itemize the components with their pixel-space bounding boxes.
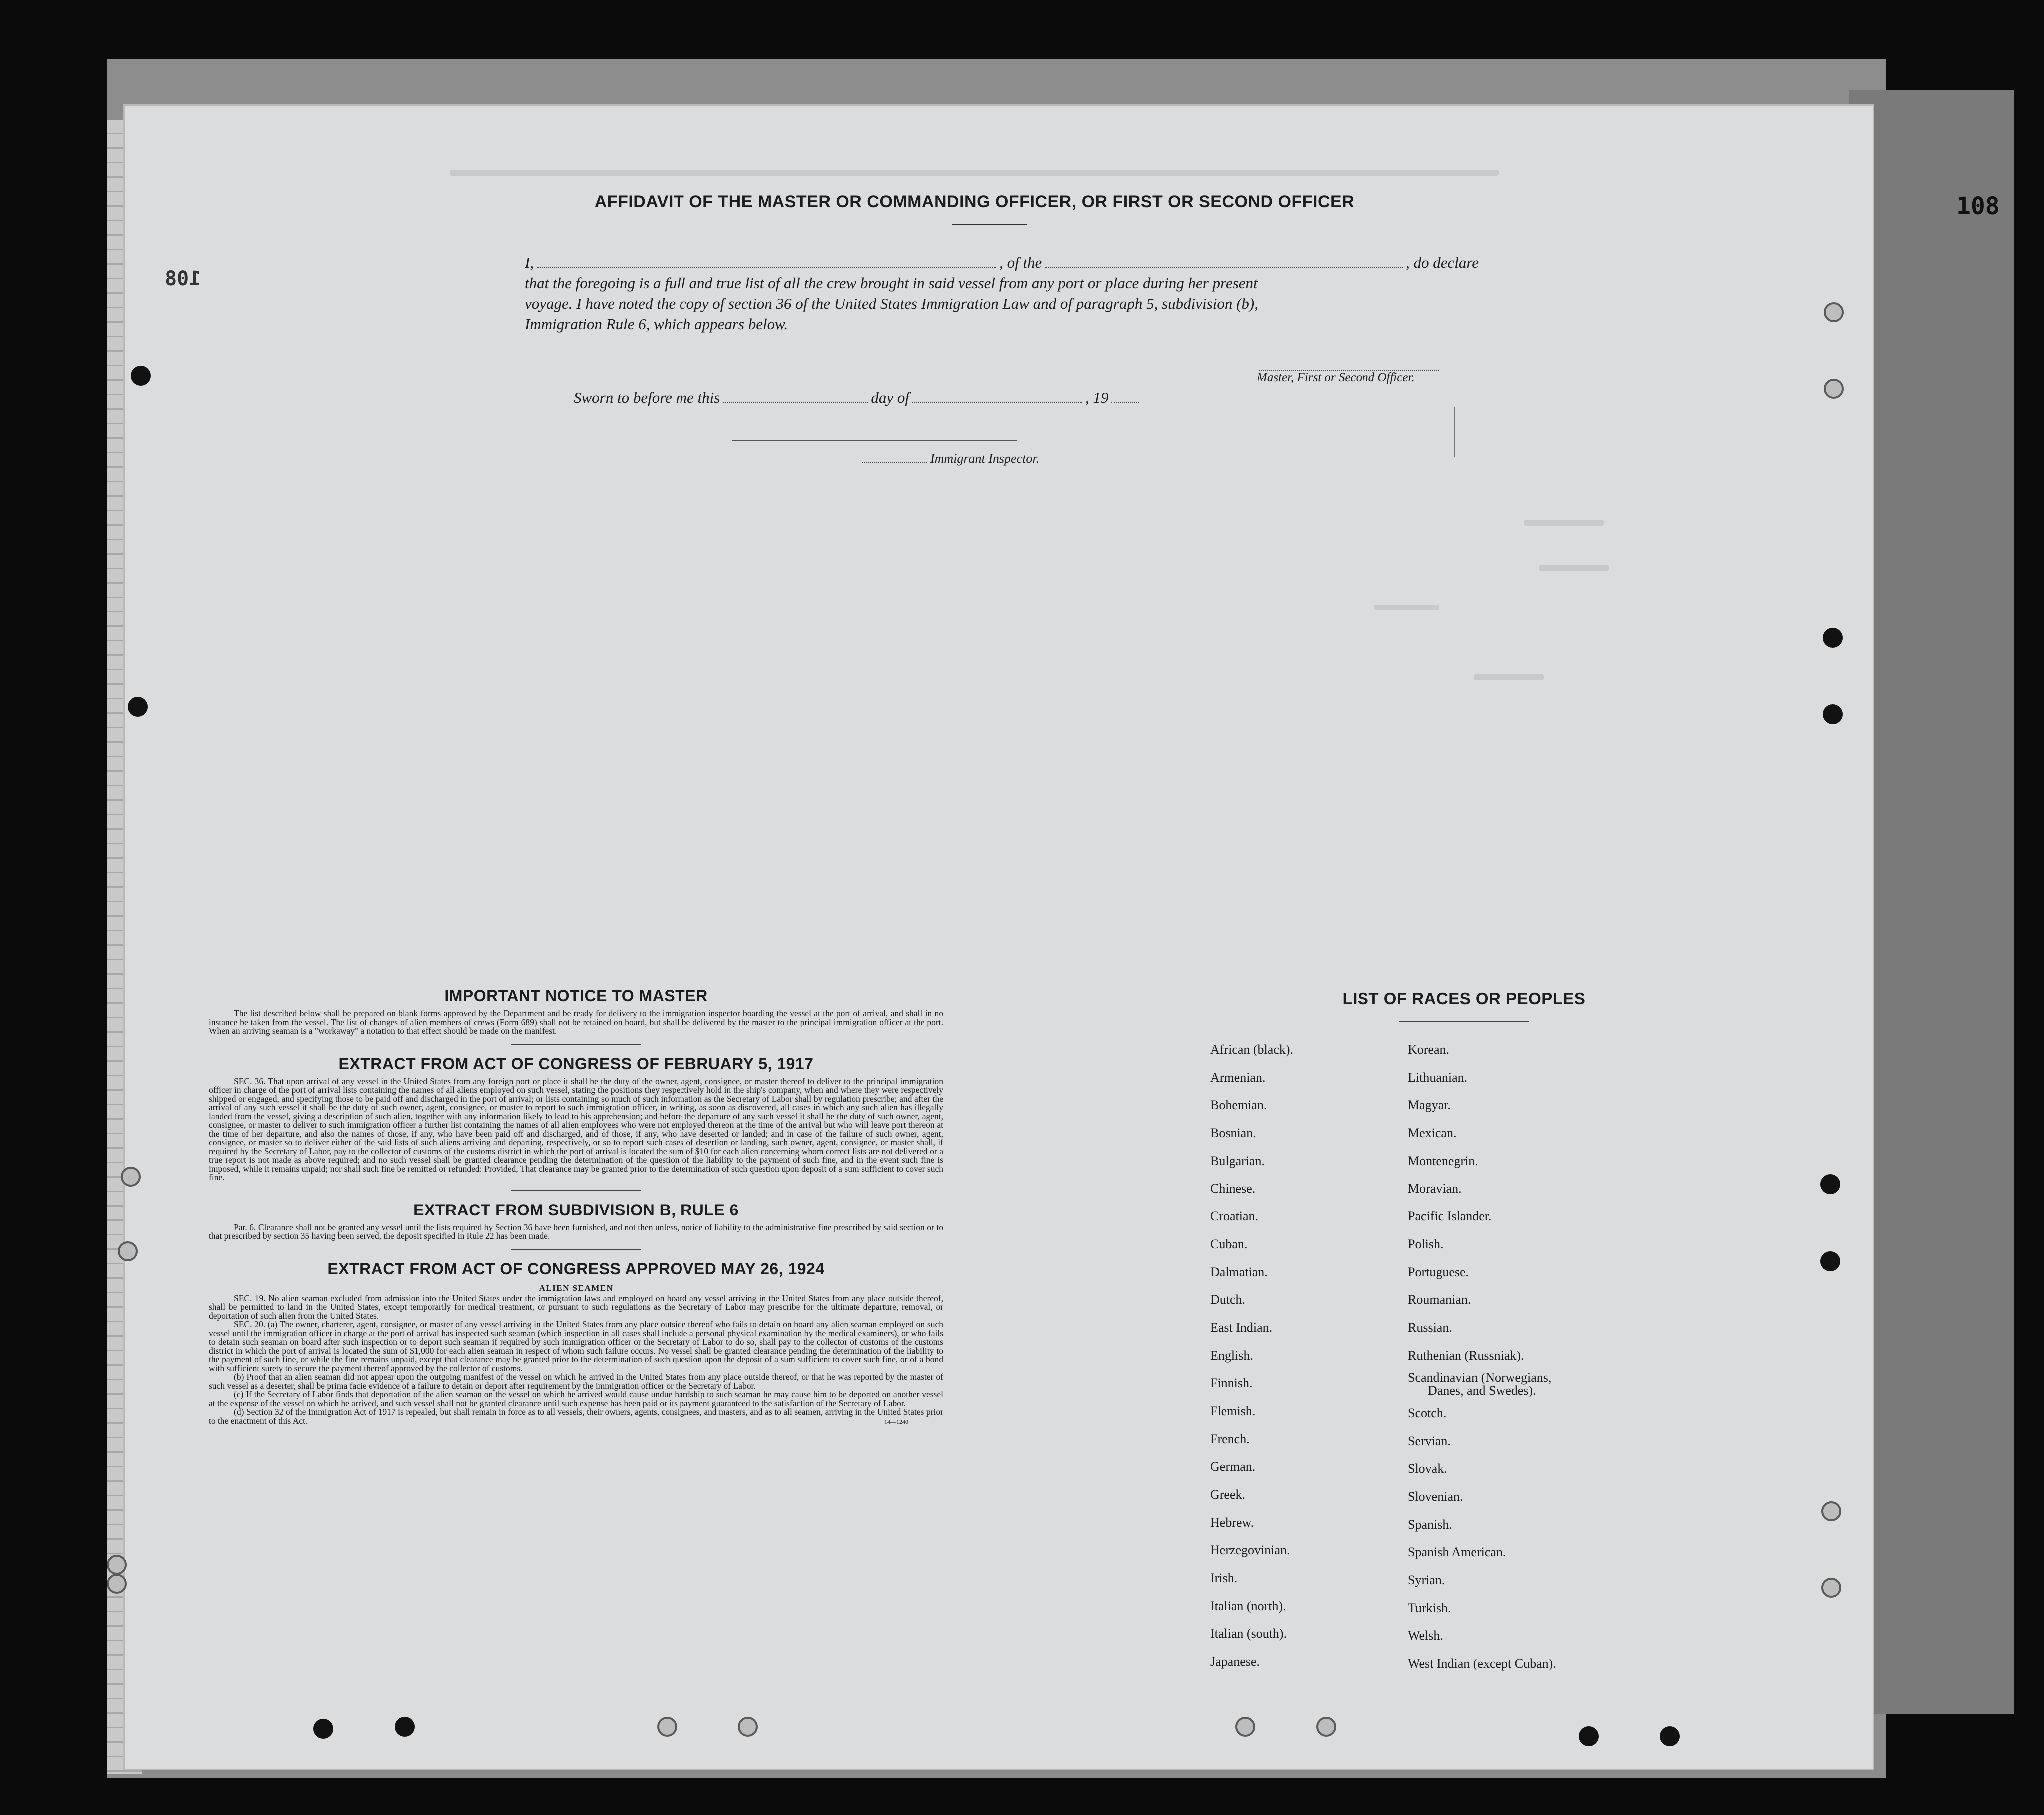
race-item: Hebrew. xyxy=(1210,1515,1254,1530)
punch-hole xyxy=(1579,1726,1599,1746)
declaration-line-2: that the foregoing is a full and true list of all the crew brought in said vessel from any port or place during her present xyxy=(525,274,1258,292)
punch-hole xyxy=(657,1717,677,1737)
document-page xyxy=(125,106,1873,1769)
race-item: Pacific Islander. xyxy=(1408,1209,1492,1224)
pencil-mark xyxy=(1454,407,1455,457)
punch-hole xyxy=(1316,1717,1336,1737)
race-item: Flemish. xyxy=(1210,1403,1256,1418)
races-right-column xyxy=(1408,1036,1556,1678)
race-item-scandinavian-line1: Scandinavian (Norwegians, xyxy=(1408,1370,1552,1385)
race-item: Scotch. xyxy=(1408,1405,1447,1420)
race-item: Dalmatian. xyxy=(1210,1264,1268,1279)
vessel-name-field[interactable] xyxy=(1045,266,1403,268)
punch-hole xyxy=(1824,379,1844,399)
race-item: Turkish. xyxy=(1408,1600,1451,1615)
race-item: Slovenian. xyxy=(1408,1489,1463,1504)
extract-1924-sec19: SEC. 19. No alien seaman excluded from admission into the United States under the immigration laws and employed on board any vessel arriving in the United States from any place outside thereof, shall be permitted to land in the United States, except temporarily for medical treatment, or pursuant to such regulations as the Secretary of Labor may prescribe for the ultimate departure, removal, or deportation of such alien from the United States. xyxy=(209,1293,943,1321)
bleed-through-mark xyxy=(1524,520,1604,526)
punch-hole xyxy=(1660,1726,1680,1746)
notice-title: IMPORTANT NOTICE TO MASTER xyxy=(444,987,708,1005)
race-item: Polish. xyxy=(1408,1236,1444,1251)
race-item: Syrian. xyxy=(1408,1573,1445,1588)
extract-1917-text: SEC. 36. That upon arrival of any vessel in the United States from any foreign port or place it shall be the duty of the owner, agent, consignee, or master thereof to deliver to the principal immigration officer in charge of the port of arrival lists containing the names of all aliens employed on such vessel, stating the positions they respectively hold in the ship's company, when and where they were respectively shipped or engaged, and specifying those to be paid off and discharged in the port of arrival; or lists containing so much of such information as the Secretary of Labor shall by regulation prescribe; and after the arrival of any such vessel it shall be the duty of such owner, agent, consignee, or master to report to such immigration officer, in writing, as soon as discovered, all cases in which any such alien has illegally landed from the vessel, giving a description of such alien, together with any information likely to lead to his apprehension; and before the departure of any such vessel it shall be the duty of such owner, agent, consignee, or master to deliver to such immigration officer a further list containing the names of all alien employees who were not employed thereon at the time of the arrival but who will leave port thereon at the time of her departure, and also the names of those, if any, who have been paid off and discharged, and of those, if any, who have deserted or landed; and in case of the failure of such owner, agent, consignee, or master so to deliver either of the said lists of such aliens arriving and departing, respectively, or so to report such cases of desertion or landing, such owner, agent, consignee, or master shall, if required by the Secretary of Labor, pay to the collector of customs of the customs district in which the port of arrival is located the sum of $10 for each alien concerning whom correct lists are not delivered or a true report is not made as above required; and no such vessel shall be granted clearance pending the determination of the question of the liability to the payment of such fine, and in the event such fine is imposed, while it remains unpaid; nor shall such fine be remitted or refunded: Provided, That clearance may be granted prior to the determination of such question upon deposit of a sum sufficient to cover such fine. xyxy=(209,1076,943,1182)
sworn-statement xyxy=(574,389,1142,407)
punch-hole xyxy=(121,1167,141,1187)
race-item: Spanish American. xyxy=(1408,1545,1506,1560)
race-item: Greek. xyxy=(1210,1487,1246,1502)
sworn-day-of: day of xyxy=(871,389,909,406)
race-item: Chinese. xyxy=(1210,1181,1256,1196)
extract-rule6-title: EXTRACT FROM SUBDIVISION B, RULE 6 xyxy=(413,1201,739,1219)
section-divider xyxy=(511,1249,641,1250)
bleed-through-mark xyxy=(1374,605,1439,610)
punch-hole xyxy=(1235,1717,1255,1737)
declaration-do-declare: , do declare xyxy=(1405,254,1479,271)
race-item: Croatian. xyxy=(1210,1209,1259,1224)
punch-hole xyxy=(1823,628,1843,648)
punch-hole xyxy=(107,1555,127,1575)
section-divider xyxy=(511,1190,641,1191)
race-item: Bosnian. xyxy=(1210,1126,1256,1141)
master-signature-label: Master, First or Second Officer. xyxy=(1257,371,1415,384)
punch-hole xyxy=(1824,302,1844,322)
race-item: Roumanian. xyxy=(1408,1292,1471,1307)
punch-hole xyxy=(1820,1174,1840,1194)
inspector-dots xyxy=(862,461,927,463)
affidavit-declaration xyxy=(525,252,1479,334)
race-item: Korean. xyxy=(1408,1042,1450,1057)
punch-hole xyxy=(1820,1251,1840,1271)
extract-rule6-text: Par. 6. Clearance shall not be granted any vessel until the lists required by Section 36 have been furnished, and not then unless, notice of liability to the administrative fine prescribed by said section or to that prescribed by section 35 having been served, the deposit specified in Rule 22 has been made. xyxy=(209,1222,943,1241)
officer-name-field[interactable] xyxy=(537,266,996,268)
extract-1924-sec20d: (d) Section 32 of the Immigration Act of 1917 is repealed, but shall remain in force as to all vessels, their owners, agents, consignees, and masters, and as to all seamen, arriving in the United States prior to the enactment of this Act. xyxy=(209,1407,943,1426)
races-left-column xyxy=(1210,1036,1293,1676)
notice-column xyxy=(209,987,943,1426)
race-item: Italian (north). xyxy=(1210,1598,1286,1613)
page-number: 108 xyxy=(1956,192,2000,220)
punch-hole xyxy=(313,1719,333,1739)
race-item: Finnish. xyxy=(1210,1376,1253,1391)
punch-hole xyxy=(118,1241,138,1261)
punch-hole xyxy=(1821,1501,1841,1521)
punch-hole xyxy=(1823,704,1843,724)
race-item: East Indian. xyxy=(1210,1320,1273,1335)
race-item: Welsh. xyxy=(1408,1628,1443,1643)
inspector-signature-field[interactable] xyxy=(732,440,1017,441)
extract-1924-sec20b: (b) Proof that an alien seaman did not appear upon the outgoing manifest of the vessel on which he arrived in the United States from any place outside thereof, or that he was reported by the master of such vessel as a deserter, shall be prima facie evidence of a failure to detain or deport after requirement by the immigration officer or the Secretary of Labor. xyxy=(209,1372,943,1391)
race-item-scandinavian xyxy=(1408,1369,1556,1399)
declaration-of-the: , of the xyxy=(999,254,1042,271)
inspector-signature-label xyxy=(859,451,1039,466)
race-item: West Indian (except Cuban). xyxy=(1408,1656,1556,1671)
race-item: Bulgarian. xyxy=(1210,1153,1265,1168)
race-item: Irish. xyxy=(1210,1571,1238,1586)
sworn-label: Sworn to before me this xyxy=(574,389,720,406)
races-title: LIST OF RACES OR PEOPLES xyxy=(1342,989,1586,1008)
race-item: Herzegovinian. xyxy=(1210,1543,1290,1558)
race-item: Japanese. xyxy=(1210,1654,1260,1669)
extract-1924-sec20a: SEC. 20. (a) The owner, charterer, agent, consignee, or master of any vessel arriving in the United States from any place outside thereof who fails to detain on board any alien seaman employed on such vessel until the immigration officer in charge at the port of arrival has inspected such seaman (which inspection in all cases shall include a personal physical examination by the medical examiners), or who fails to detain such seaman on board after such inspection or to deport such seaman if required by such immigration officer or the Secretary of Labor to do so, shall pay to the collector of customs of the customs district in which the port of arrival is located the sum of $1,000 for each alien seaman in respect of whom such failure occurs. No vessel shall be granted clearance pending the determination of the liability to the payment of such fine, or while the fine remains unpaid, except that clearance may be granted prior to the determination of such question upon the deposit of a sum sufficient to cover such fine, or of a bond with sufficient surety to secure the payment thereof approved by the collector of customs. xyxy=(209,1319,943,1373)
race-item: English. xyxy=(1210,1348,1253,1363)
sworn-month-field[interactable] xyxy=(912,401,1082,403)
sworn-year-prefix: , 19 xyxy=(1085,389,1109,406)
race-item: Dutch. xyxy=(1210,1292,1246,1307)
bleed-through-mark xyxy=(450,170,1499,176)
race-item: Servian. xyxy=(1408,1433,1451,1448)
declaration-line-4: Immigration Rule 6, which appears below. xyxy=(525,315,788,333)
race-item: French. xyxy=(1210,1431,1250,1446)
notice-text: The list described below shall be prepared on blank forms approved by the Department and be ready for delivery to the immigration inspector boarding the vessel at the port of arrival, and shall in no instance be taken from the vessel. The list of changes of alien members of crews (Form 689) shall not be retained on board, but shall be delivered by the master to the principal immigration officer at the port. When an arriving seaman is a "workaway" a notation to that effect should be made on the manifest. xyxy=(209,1008,943,1036)
form-number: 14—1240 xyxy=(884,1418,908,1425)
race-item: African (black). xyxy=(1210,1042,1294,1057)
declaration-i: I, xyxy=(525,254,534,271)
sworn-day-field[interactable] xyxy=(723,401,868,403)
race-item-scandinavian-line2: Danes, and Swedes). xyxy=(1428,1383,1536,1398)
extract-1917-title: EXTRACT FROM ACT OF CONGRESS OF FEBRUARY 5, 1917 xyxy=(338,1054,814,1073)
punch-hole xyxy=(1821,1578,1841,1598)
race-item: Mexican. xyxy=(1408,1126,1457,1141)
race-item: Ruthenian (Russniak). xyxy=(1408,1348,1524,1363)
declaration-line-3: voyage. I have noted the copy of section 36 of the United States Immigration Law and of paragraph 5, subdivision (b), xyxy=(525,295,1258,312)
punch-hole xyxy=(128,697,148,717)
race-item: German. xyxy=(1210,1459,1256,1474)
section-divider xyxy=(511,1044,641,1045)
affidavit-title: AFFIDAVIT OF THE MASTER OR COMMANDING OFFICER, OR FIRST OR SECOND OFFICER xyxy=(594,192,1355,211)
extract-1924-sec20c: (c) If the Secretary of Labor finds that deportation of the alien seaman on the vessel on which he arrived would cause undue hardship to such seaman he may cause him to be deported on another vessel at the expense of the vessel on which he arrived, and such vessel shall not be granted clearance until such expense has been paid or its payment guaranteed to the satisfaction of the Secretary of Labor. xyxy=(209,1389,943,1408)
bleed-through-mark xyxy=(1539,565,1609,571)
race-item: Russian. xyxy=(1408,1320,1452,1335)
sworn-year-field[interactable] xyxy=(1111,401,1139,403)
race-item: Cuban. xyxy=(1210,1236,1248,1251)
race-item: Portuguese. xyxy=(1408,1264,1469,1279)
punch-hole xyxy=(131,366,151,386)
race-item: Armenian. xyxy=(1210,1070,1266,1085)
race-item: Bohemian. xyxy=(1210,1098,1267,1113)
punch-hole xyxy=(107,1574,127,1594)
race-item: Spanish. xyxy=(1408,1517,1452,1532)
race-item: Lithuanian. xyxy=(1408,1070,1468,1085)
punch-hole xyxy=(395,1717,415,1737)
race-item: Magyar. xyxy=(1408,1098,1451,1113)
extract-1924-title: EXTRACT FROM ACT OF CONGRESS APPROVED MAY 26, 1924 xyxy=(327,1259,825,1278)
backing-sheet-shadow xyxy=(1849,90,2014,1714)
race-item: Moravian. xyxy=(1408,1181,1462,1196)
punch-hole xyxy=(738,1717,758,1737)
mirrored-page-number: 108 xyxy=(165,267,201,290)
alien-seamen-subtitle: ALIEN SEAMEN xyxy=(539,1283,614,1293)
inspector-label-text: Immigrant Inspector. xyxy=(930,451,1040,466)
bleed-through-mark xyxy=(1474,674,1544,680)
title-divider xyxy=(952,224,1027,225)
race-item: Slovak. xyxy=(1408,1461,1447,1476)
races-divider xyxy=(1399,1021,1529,1022)
race-item: Italian (south). xyxy=(1210,1626,1287,1641)
race-item: Montenegrin. xyxy=(1408,1153,1478,1168)
